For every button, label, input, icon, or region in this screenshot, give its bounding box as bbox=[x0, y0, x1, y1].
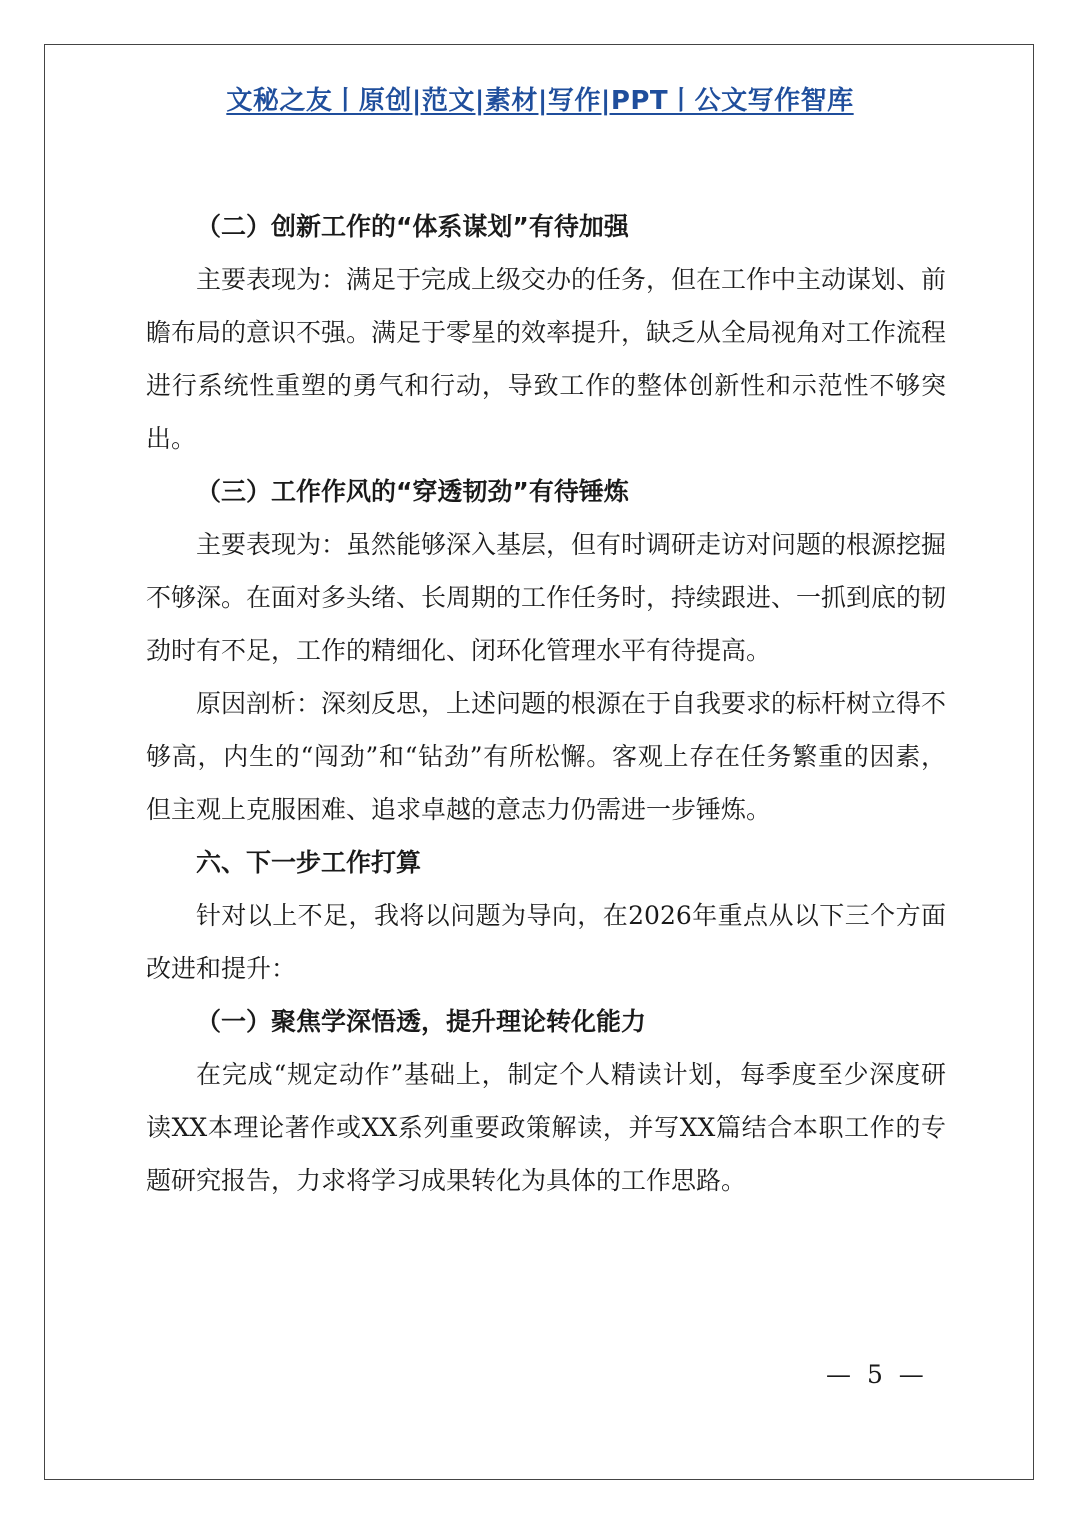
header-link[interactable]: 文秘之友丨原创|范文|素材|写作|PPT丨公文写作智库 bbox=[226, 86, 854, 116]
document-body bbox=[146, 200, 946, 1207]
item-1-text: 在完成“规定动作”基础上，制定个人精读计划，每季度至少深度研读XX本理论著作或XX系列重要政策解读，并写XX篇结合本职工作的专题研究报告，力求将学习成果转化为具体的工作思路。 bbox=[146, 1060, 946, 1195]
page-number: — 5 — bbox=[826, 1360, 928, 1389]
section-3-text: 主要表现为：虽然能够深入基层，但有时调研走访对问题的根源挖掘不够深。在面对多头绪、长周期的工作任务时，持续跟进、一抓到底的韧劲时有不足，工作的精细化、闭环化管理水平有待提高。 bbox=[146, 530, 947, 665]
chapter-6-title: 六、下一步工作打算 bbox=[196, 848, 422, 877]
section-2-title: （二）创新工作的“体系谋划”有待加强 bbox=[196, 212, 629, 241]
chapter-6-intro: 针对以上不足，我将以问题为导向，在2026年重点从以下三个方面改进和提升： bbox=[146, 901, 946, 983]
cause-analysis-text: 原因剖析：深刻反思，上述问题的根源在于自我要求的标杆树立得不够高，内生的“闯劲”和“钻劲”有所松懈。客观上存在任务繁重的因素，但主观上克服困难、追求卓越的意志力仍需进一步锤炼。 bbox=[146, 689, 947, 824]
section-3-title: （三）工作作风的“穿透韧劲”有待锤炼 bbox=[196, 477, 629, 506]
item-1-title: （一）聚焦学深悟透，提升理论转化能力 bbox=[196, 1007, 647, 1036]
section-2-text: 主要表现为：满足于完成上级交办的任务，但在工作中主动谋划、前瞻布局的意识不强。满足于零星的效率提升，缺乏从全局视角对工作流程进行系统性重塑的勇气和行动，导致工作的整体创新性和示范性不够突出。 bbox=[146, 265, 947, 453]
